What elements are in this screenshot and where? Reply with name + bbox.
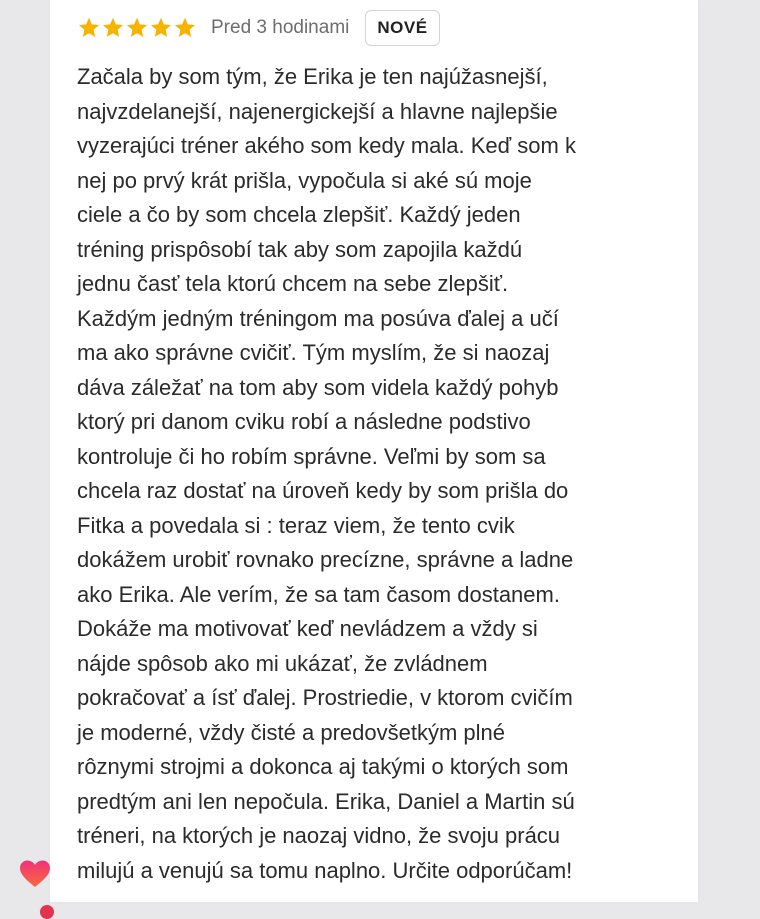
review-line: tréneri, na ktorých je naozaj vidno, že svoju prácu bbox=[77, 823, 561, 848]
review-line: Fitka a povedala si : teraz viem, že tento cvik bbox=[77, 512, 515, 538]
review-line: nájde spôsob ako mi ukázať, že zvládnem bbox=[77, 650, 488, 676]
review-line: Začala by som tým, že Erika je ten najúžasnejší, bbox=[77, 64, 548, 89]
review-line: rôznymi strojmi a dokonca aj takými o ktorých som bbox=[77, 754, 569, 779]
review-line: kontroluje či ho robím správne. Veľmi by som sa bbox=[77, 443, 546, 469]
review-line: ma ako správne cvičiť. Tým myslím, že si naozaj bbox=[77, 340, 550, 365]
review-line: dokážem urobiť rovnako precízne, správne a ladne bbox=[77, 547, 574, 572]
review-line: ktorý pri danom cviku robí a následne podstivo bbox=[77, 409, 531, 434]
star-icon bbox=[77, 16, 101, 40]
review-line: ako Erika. Ale verím, že sa tam časom dostanem. bbox=[77, 581, 560, 607]
review-line: pokračovať a ísť ďalej. Prostriedie, v ktorom cvičím bbox=[77, 685, 573, 710]
review-line: je moderné, vždy čisté a predovšetkým plné bbox=[77, 719, 505, 745]
notification-dot bbox=[40, 905, 54, 919]
star-icon bbox=[173, 16, 197, 40]
star-icon bbox=[125, 16, 149, 40]
star-rating bbox=[77, 16, 197, 40]
review-line: dáva záležať na tom aby som videla každý pohyb bbox=[77, 374, 559, 400]
review-line: chcela raz dostať na úroveň kedy by som prišla do bbox=[77, 478, 569, 503]
review-text bbox=[77, 60, 657, 888]
review-line: Každým jedným tréningom ma posúva ďalej a učí bbox=[77, 305, 559, 331]
review-line: Dokáže ma motivovať keď nevládzem a vždy si bbox=[77, 616, 538, 641]
review-line: nej po prvý krát prišla, vypočula si aké sú moje bbox=[77, 167, 532, 193]
review-header bbox=[77, 10, 440, 46]
review-line: ciele a čo by som chcela zlepšiť. Každý jeden bbox=[77, 202, 521, 227]
star-icon bbox=[149, 16, 173, 40]
heart-icon[interactable] bbox=[19, 859, 51, 889]
review-line: vyzerajúci tréner akého som kedy mala. Keď som k bbox=[77, 133, 576, 158]
review-line: milujú a venujú sa tomu naplno. Určite odporúčam! bbox=[77, 857, 573, 883]
star-icon bbox=[101, 16, 125, 40]
review-line: najvzdelanejší, najenergickejší a hlavne najlepšie bbox=[77, 98, 558, 124]
review-line: predtým ani len nepočula. Erika, Daniel a Martin sú bbox=[77, 788, 575, 814]
review-time: Pred 3 hodinami bbox=[211, 17, 350, 38]
review-line: tréning prispôsobí tak aby som zapojila každú bbox=[77, 236, 523, 262]
new-badge: NOVÉ bbox=[365, 10, 439, 46]
review-line: jednu časť tela ktorú chcem na sebe zlepšiť. bbox=[77, 271, 509, 296]
